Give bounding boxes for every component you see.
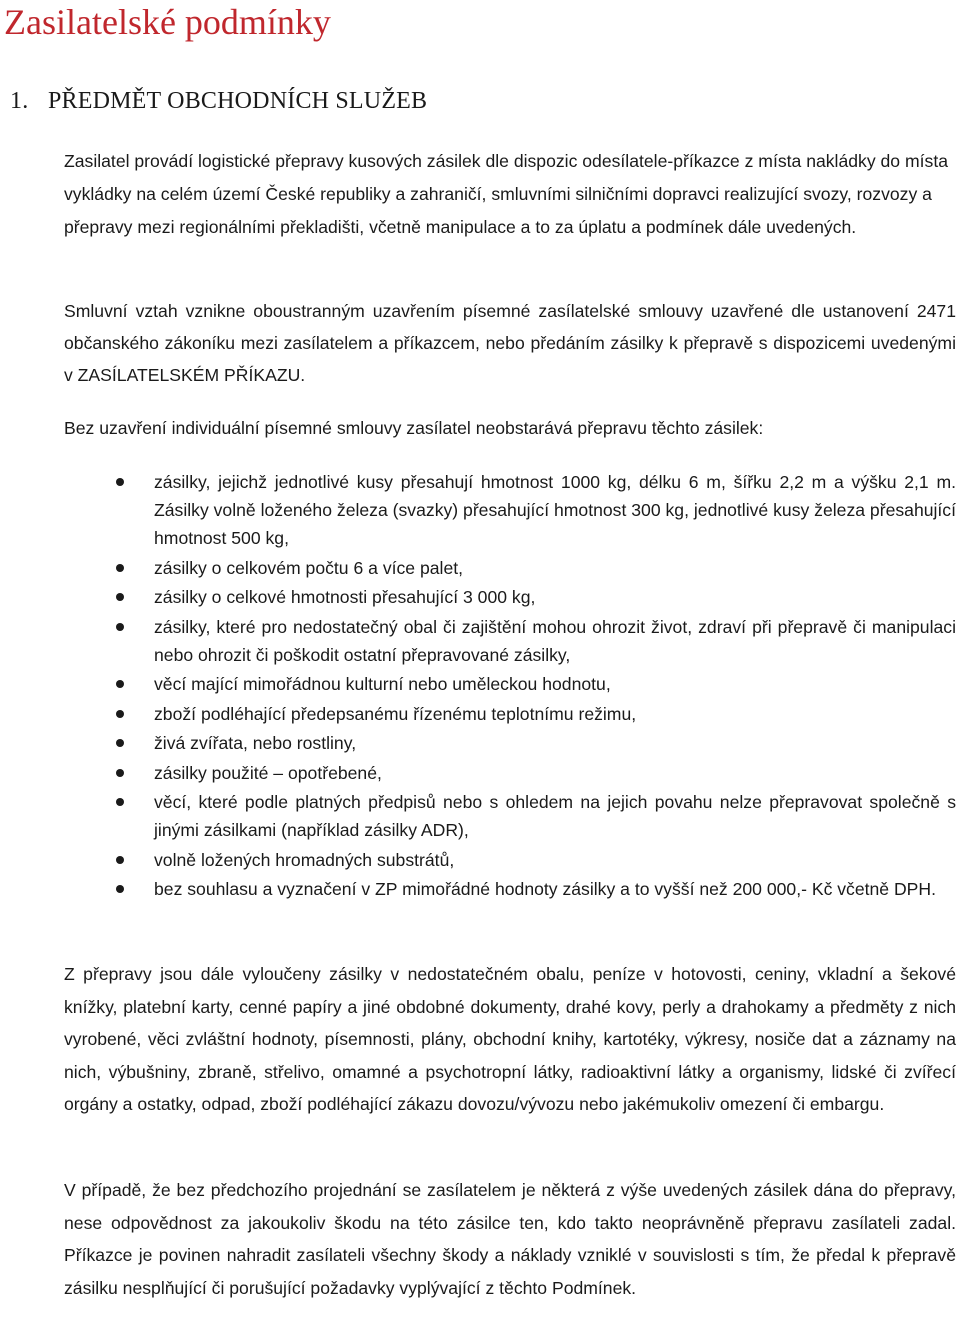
bullet-icon	[116, 885, 124, 893]
list-item-text: věcí mající mimořádnou kulturní nebo uměleckou hodnotu,	[154, 674, 611, 694]
list-item-text: zásilky použité – opotřebené,	[154, 762, 382, 783]
section-title: PŘEDMĚT OBCHODNÍCH SLUŽEB	[48, 88, 428, 114]
bullet-icon	[116, 798, 124, 806]
list-item	[108, 875, 956, 903]
liability-paragraph: V případě, že bez předchozího projednání se zasílatelem je některá z výše uvedených zásilek dána do přepravy, nese odpovědnost za jakoukoliv škodu na této zásilce ten, kdo takto neoprávněně přepravu zasílateli zadal. Příkazce je povinen nahradit zasílateli všechny škody a náklady vzniklé v souvislosti s tím, že předal k přepravě zásilku nesplňující či porušující požadavky vyplývající z těchto Podmínek.	[64, 1180, 956, 1298]
list-item	[108, 468, 956, 552]
list-item	[108, 788, 956, 844]
bullet-icon	[116, 769, 124, 777]
bullet-icon	[116, 478, 124, 486]
list-item	[108, 700, 956, 728]
intro-paragraph: Zasilatel provádí logistické přepravy kusových zásilek dle dispozic odesílatele-příkazce z místa nakládky do místa vykládky na celém území České republiky a zahraničí, smluvními silničními dopravci realizující svozy, rozvozy a přepravy mezi regionálními překladišti, včetně manipulace a to za úplatu a podmínek dále uvedených.	[64, 151, 948, 237]
list-item-text: bez souhlasu a vyznačení v ZP mimořádné hodnoty zásilky a to vyšší než 200 000,- Kč včetně DPH.	[154, 879, 937, 899]
bullet-icon	[116, 710, 124, 718]
list-item	[108, 759, 956, 787]
list-item-text: zboží podléhající předepsanému řízenému teplotnímu režimu,	[154, 703, 637, 724]
bullet-icon	[116, 564, 124, 572]
page-title: Zasilatelské podmínky	[4, 2, 331, 42]
bullet-icon	[116, 739, 124, 747]
bullet-icon	[116, 856, 124, 864]
list-item	[108, 846, 956, 874]
exclusions-list	[108, 468, 956, 905]
list-item	[108, 554, 956, 582]
contract-paragraph: Smluvní vztah vznikne oboustranným uzavřením písemné zasílatelské smlouvy uzavřené dle ustanovení 2471 občanského zákoníku mezi zasílatelem a příkazcem, nebo předáním zásilky k přepravě s dispozicemi uvedenými v ZASÍLATELSKÉM PŘÍKAZU.	[64, 301, 956, 385]
list-item-text: věcí, které podle platných předpisů nebo s ohledem na jejich povahu nelze přepravovat společně s jinými zásilkami (například zásilky ADR),	[154, 792, 956, 840]
bullet-icon	[116, 623, 124, 631]
list-item-text: zásilky o celkové hmotnosti přesahující 3 000 kg,	[154, 587, 536, 607]
list-item	[108, 670, 956, 698]
list-item-text: volně ložených hromadných substrátů,	[154, 849, 455, 870]
list-item	[108, 613, 956, 669]
list-item	[108, 583, 956, 611]
bullet-icon	[116, 680, 124, 688]
list-item-text: živá zvířata, nebo rostliny,	[154, 733, 357, 753]
bullet-icon	[116, 593, 124, 601]
list-item-text: zásilky, které pro nedostatečný obal či zajištění mohou ohrozit život, zdraví při přepravě či manipulaci nebo ohrozit či poškodit ostatní přepravované zásilky,	[154, 616, 956, 665]
exclusions-intro: Bez uzavření individuální písemné smlouvy zasílatel neobstarává přepravu těchto zásilek:	[64, 418, 764, 438]
list-item-text: zásilky, jejichž jednotlivé kusy přesahují hmotnost 1000 kg, délku 6 m, šířku 2,2 m a výšku 2,1 m. Zásilky volně loženého železa (svazky) přesahující hmotnost 300 kg, jednotlivé kusy železa přesahující hmotnost 500 kg,	[154, 472, 956, 548]
further-exclusions-paragraph: Z přepravy jsou dále vyloučeny zásilky v nedostatečném obalu, peníze v hotovosti, ceniny, vkladní a šekové knížky, platební karty, cenné papíry a jiné obdobné dokumenty, drahé kovy, perly a drahokamy a předměty z nich vyrobené, věci zvláštní hodnoty, písemnosti, plány, obchodní knihy, kartotéky, výkresy, nosiče dat a záznamy na nich, výbušniny, zbraně, střelivo, omamné a psychotropní látky, radioaktivní látky a organismy, lidské či zvířecí orgány a ostatky, odpad, zboží podléhající zákazu dovozu/vývozu nebo jakémukoliv omezení či embargu.	[64, 964, 956, 1114]
list-item	[108, 729, 956, 757]
section-number: 1.	[10, 88, 29, 114]
list-item-text: zásilky o celkovém počtu 6 a více palet,	[154, 557, 464, 578]
section-heading	[10, 86, 427, 116]
